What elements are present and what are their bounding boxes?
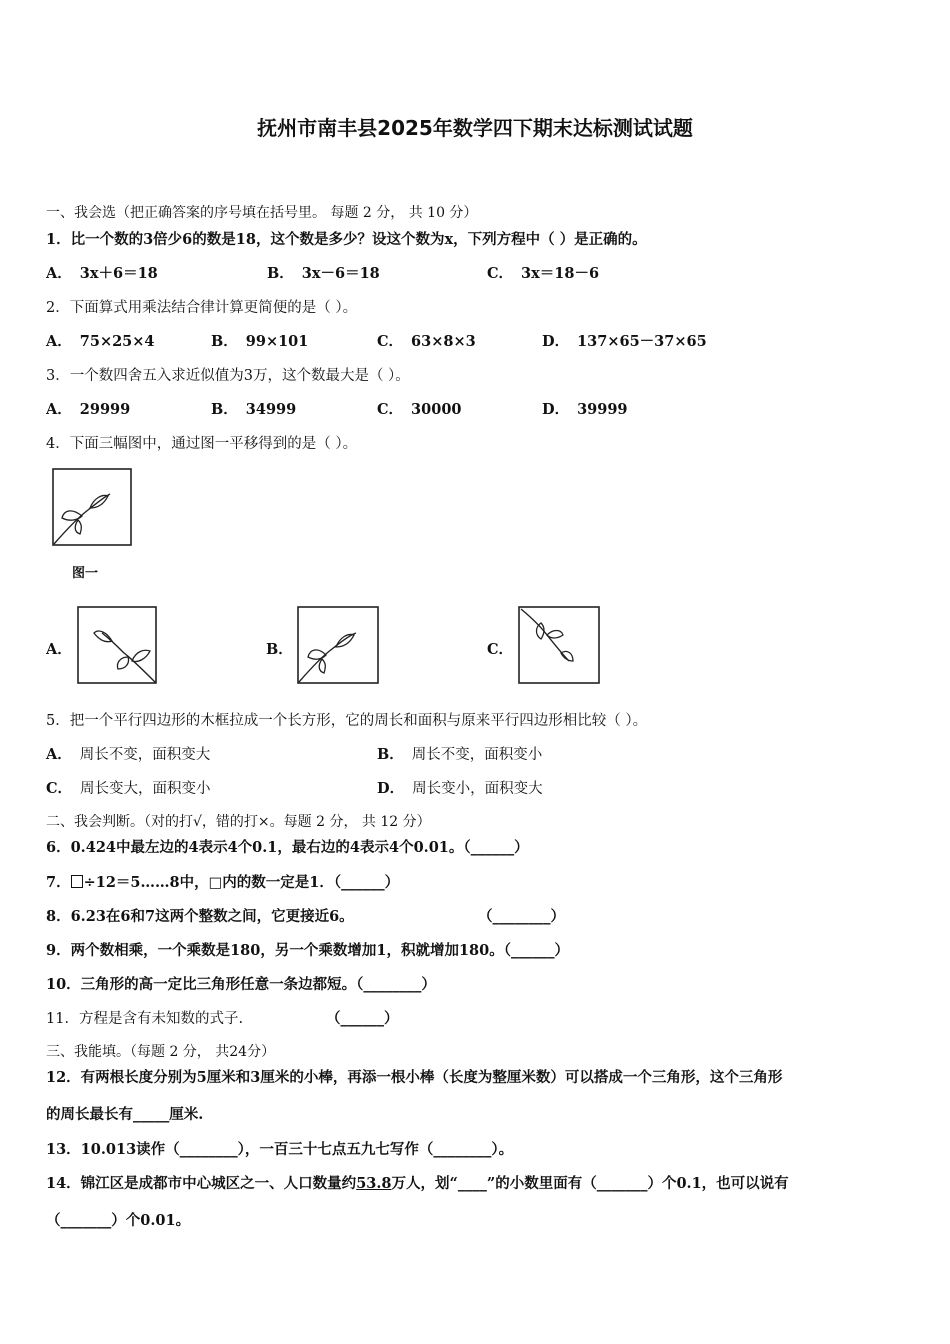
- q8-answer-blank: （________）: [478, 908, 565, 925]
- question-12-line-1: 12．有两根长度分别为5厘米和3厘米的小棒，再添一根小棒（长度为整厘米数）可以搭成一个三角形，这个三角形: [46, 1069, 783, 1086]
- q2-option-a: A． 75×25×4: [46, 333, 155, 350]
- q4-option-a-label: A．: [46, 641, 72, 658]
- question-11: 11．方程是含有未知数的式子.: [46, 1011, 244, 1027]
- question-7: [46, 871, 399, 892]
- q2-option-b: B． 99×101: [211, 333, 309, 350]
- q4-option-c-label: C．: [487, 641, 514, 658]
- q3-option-d: D． 39999: [542, 401, 628, 418]
- question-9: 9．两个数相乘，一个乘数是180，另一个乘数增加1，积就增加180。（______）: [46, 942, 569, 959]
- question-3: 3．一个数四舍五入求近似值为3万，这个数最大是（ ）。: [46, 368, 410, 384]
- q14-text-start: 14．锦江区是成都市中心城区之一、人口数量约: [46, 1175, 357, 1192]
- question-2: 2．下面算式用乘法结合律计算更简便的是（ ）。: [46, 300, 358, 316]
- question-8: 8．6.23在6和7这两个整数之间，它更接近6。: [46, 908, 354, 925]
- question-12-line-2: 的周长最长有_____厘米.: [46, 1106, 204, 1123]
- figure-1-leaf-image: [50, 466, 136, 550]
- page-title: 抚州市南丰县2025年数学四下期末达标测试试题: [257, 116, 693, 140]
- question-14-line-2: （_______）个0.01。: [46, 1212, 191, 1229]
- q3-option-c: C． 30000: [377, 401, 462, 418]
- q1-option-c: C． 3x＝18－6: [487, 265, 600, 282]
- question-6: 6．0.424中最左边的4表示4个0.1，最右边的4表示4个0.01。（______）: [46, 839, 529, 856]
- question-10: 10．三角形的高一定比三角形任意一条边都短。（________）: [46, 976, 436, 993]
- q4-option-a-image: [76, 605, 160, 687]
- q11-answer-blank: （______）: [326, 1010, 399, 1027]
- question-14-line-1: [46, 1172, 789, 1193]
- q2-option-d: D． 137×65－37×65: [542, 333, 707, 350]
- question-4: 4．下面三幅图中，通过图一平移得到的是（ ）。: [46, 436, 358, 452]
- q7-number: 7．: [46, 874, 71, 891]
- q5-option-c: C． 周长变大，面积变小: [46, 780, 211, 797]
- section-1-heading: 一、我会选（把正确答案的序号填在括号里。 每题 2 分， 共 10 分）: [46, 205, 478, 221]
- blank-box-icon: [71, 875, 83, 888]
- q3-option-b: B． 34999: [211, 401, 297, 418]
- q4-option-b-image: [296, 605, 382, 687]
- q5-option-b: B． 周长不变，面积变小: [377, 746, 543, 763]
- q5-option-a: A． 周长不变，面积变大: [46, 746, 211, 763]
- question-13: 13．10.013读作（________），一百三十七点五九七写作（________）。: [46, 1141, 514, 1158]
- question-1: 1．比一个数的3倍少6的数是18，这个数是多少？设这个数为x，下列方程中（ ）是正确的。: [46, 231, 647, 248]
- question-5: 5．把一个平行四边形的木框拉成一个长方形，它的周长和面积与原来平行四边形相比较（ ）。: [46, 713, 648, 729]
- q3-option-a: A． 29999: [46, 401, 131, 418]
- q4-option-b-label: B．: [266, 641, 293, 658]
- q4-option-c-image: [517, 605, 603, 687]
- q1-option-b: B． 3x－6＝18: [267, 265, 380, 282]
- q1-option-a: A． 3x＋6＝18: [46, 265, 158, 282]
- q14-text-end: 万人，划“____”的小数里面有（_______）个0.1，也可以说有: [391, 1175, 789, 1192]
- figure-1-label: 图一: [72, 566, 99, 581]
- q7-text: ÷12＝5……8中，□内的数一定是1．（______）: [83, 874, 400, 891]
- section-3-heading: 三、我能填。（每题 2 分， 共24分）: [46, 1044, 276, 1060]
- q14-underlined-number: 53.8: [356, 1175, 392, 1192]
- q2-option-c: C． 63×8×3: [377, 333, 476, 350]
- q5-option-d: D． 周长变小，面积变大: [377, 780, 543, 797]
- section-2-heading: 二、我会判断。（对的打√，错的打×。每题 2 分， 共 12 分）: [46, 814, 431, 830]
